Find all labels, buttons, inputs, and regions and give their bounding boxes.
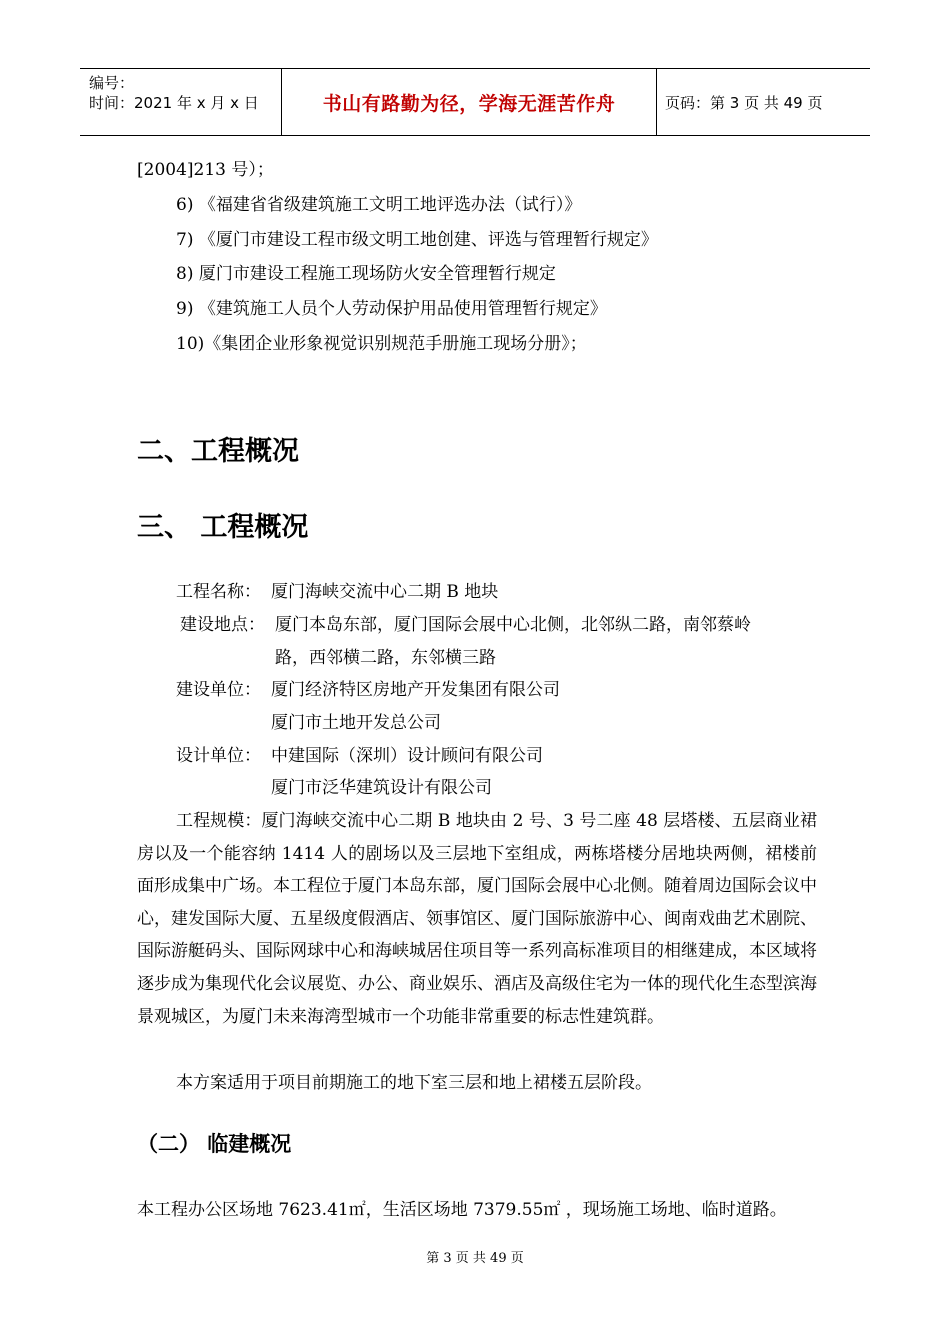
owner-label: 建设单位： [176,680,261,700]
header-code: 编号： [89,74,135,92]
section-heading-3: 三、 工程概况 [137,512,309,543]
header-time: 时间：2021 年 x 月 x 日 [89,94,259,112]
project-scale-paragraph: 工程规模：厦门海峡交流中心二期 B 地块由 2 号、3 号二座 48 层塔楼、五层商业裙房以及一个能容纳 1414 人的剧场以及三层地下室组成，两栋塔楼分居地块两侧，裙楼前面形成集中广场。本工程位于厦门本岛东部，厦门国际会展中心北侧。随着周边国际会议中心，建发国际大厦、五星级度假酒店、领事馆区、厦门国际旅游中心、闽南戏曲艺术剧院、国际游艇码头、国际网球中心和海峡城居住项目等一系列高标准项目的相继建成，本区域将逐步成为集现代化会议展览、办公、商业娱乐、酒店及高级住宅为一体的现代化生态型滨海景观城区，为厦门未来海湾型城市一个功能非常重要的标志性建筑群。 [137,811,817,1027]
page-footer: 第 3 页 共 49 页 [426,1251,524,1266]
continuation-line: [2004]213 号）； [137,160,274,180]
project-name-value: 厦门海峡交流中心二期 B 地块 [271,582,499,602]
section-heading-2: 二、工程概况 [137,436,299,467]
header-meta [80,69,282,135]
project-name-label: 工程名称： [176,582,261,602]
temporary-facilities-paragraph: 本工程办公区场地 7623.41㎡，生活区场地 7379.55㎡ ，现场施工场地、临时道路。 [137,1200,787,1220]
page-header [80,68,870,136]
reference-item-9: 9) 《建筑施工人员个人劳动保护用品使用管理暂行规定》 [176,299,607,319]
reference-item-10: 10)《集团企业形象视觉识别规范手册施工现场分册》； [176,334,587,354]
location-value-line1: 厦门本岛东部，厦门国际会展中心北侧，北邻纵二路，南邻蔡岭 [275,615,751,635]
designer-value-line1: 中建国际（深圳）设计顾问有限公司 [271,746,543,766]
subsection-heading: （二） 临建概况 [137,1132,292,1156]
reference-item-8: 8) 厦门市建设工程施工现场防火安全管理暂行规定 [176,264,556,284]
location-label: 建设地点： [180,615,265,635]
header-page-number: 页码：第 3 页 共 49 页 [665,93,823,112]
scope-paragraph: 本方案适用于项目前期施工的地下室三层和地上裙楼五层阶段。 [176,1073,652,1093]
location-value-line2: 路，西邻横二路，东邻横三路 [275,648,496,668]
reference-item-7: 7) 《厦门市建设工程市级文明工地创建、评选与管理暂行规定》 [176,230,658,250]
designer-label: 设计单位： [176,746,261,766]
reference-item-6: 6) 《福建省省级建筑施工文明工地评选办法（试行）》 [176,195,582,215]
owner-value-line2: 厦门市土地开发总公司 [271,713,441,733]
designer-value-line2: 厦门市泛华建筑设计有限公司 [271,778,492,798]
owner-value-line1: 厦门经济特区房地产开发集团有限公司 [271,680,560,700]
header-motto: 书山有路勤为径，学海无涯苦作舟 [282,69,657,135]
